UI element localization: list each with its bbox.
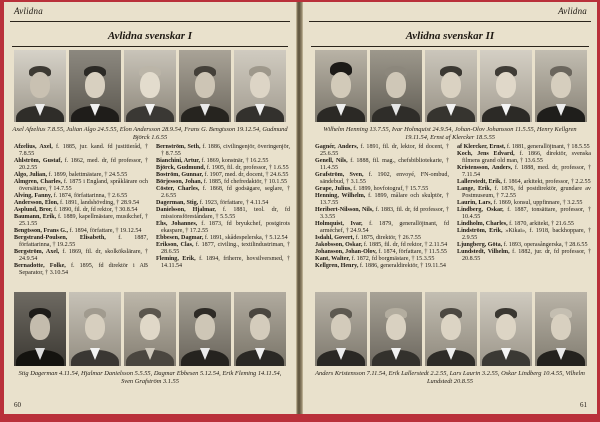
entry-details: f. 1894, författare, † 19.12.54 (68, 228, 142, 234)
obituary-entry (156, 172, 290, 179)
entry-details: f. 1872, fd borgmästare, † 15.3.55 (350, 256, 435, 262)
entry-name: Henning, Wilhelm, (315, 193, 366, 199)
entry-name: Fleming, Erik, (156, 256, 196, 262)
entry-name: Algo, Julian, (14, 172, 48, 178)
portrait-photo (370, 292, 422, 366)
entry-name: Almgren, Charles, (14, 179, 63, 185)
entry-details: f. 1890, fil. dr, fd rektor, † 30.8.54 (52, 207, 138, 213)
entry-details: f. 1869, konsul, uppfinnare, † 3.2.55 (492, 200, 583, 206)
entry-details: f. 1887, tonsättare, professor, † 10.4.55 (462, 207, 591, 220)
entry-name: Erikson, Clas, (156, 242, 194, 248)
entry-name: Kellgren, Henry, (315, 263, 359, 269)
obituary-entry (156, 179, 290, 186)
running-head: Avlidna (558, 6, 587, 16)
obituary-entry (315, 263, 449, 270)
obituary-entry (14, 263, 148, 277)
portrait-photo (124, 292, 176, 366)
portrait-photo (315, 292, 367, 366)
entry-details: f. 1866, direktör, svenska filmens grand old man, † 13.6.55 (462, 151, 591, 164)
entry-details: f. 1899, målare och skulptör, † 13.7.55 (320, 193, 449, 206)
obituary-entry (315, 193, 449, 207)
obituary-entry (457, 207, 591, 221)
portrait-photo (234, 50, 286, 122)
entry-details: f. 1862, med. dr, fd professor, † 20.2.55 (19, 158, 148, 171)
entry-details: f. 1875 i England, språklärare och översättare, † 14.7.55 (19, 179, 148, 192)
entry-details: f. 1888, med. dr, professor, † 7.11.54 (462, 165, 591, 178)
obituary-entry (315, 158, 449, 172)
section-title: Avlidna svenskar I (107, 30, 193, 42)
entry-name: Börjesson, Johan, (156, 179, 203, 185)
page-number: 60 (14, 401, 21, 409)
entry-details: f. 1868, fd godsägare, seglare, † 2.6.55 (161, 186, 290, 199)
obituary-entry (315, 221, 449, 235)
portrait-photo (14, 292, 66, 366)
entry-details: f. 1874, författarinna, † 2.6.55 (52, 193, 128, 199)
portrait-photo (425, 292, 477, 366)
entry-name: Ljungberg, Göta, (457, 242, 503, 248)
entry-details: f. 1899, hovfotograf, † 15.7.55 (351, 186, 429, 192)
entry-name: Gagnér, Anders, (315, 144, 359, 150)
entry-name: Cöster, Charles, (156, 186, 200, 192)
entry-name: Lundstedt, Vilhelm, (457, 249, 510, 255)
obituary-entry (156, 235, 290, 242)
entry-details: f. 1923, författare, † 4.11.54 (198, 200, 269, 206)
entry-details: f. 1886, generaldirektör, † 19.11.54 (358, 263, 446, 269)
obituary-entry (14, 172, 148, 179)
entry-name: Bengtsson, Frans G., (14, 228, 69, 234)
entry-column-right (457, 144, 591, 270)
obituary-entry (315, 144, 449, 158)
portrait-photo (124, 50, 176, 122)
entry-details: f. 1902, envoyé, FN-ombud, sändebud, † 3.1.55 (320, 172, 449, 185)
portrait-caption-top: Wilhelm Henning 13.7.55, Ivar Holmquist 24.9.54, Johan-Olov Johansson 11.5.55, Henry Kellgren 19.11.54, Ernst af Klercker 18.5.55 (323, 126, 577, 141)
obituary-entry (14, 158, 148, 172)
entry-name: Afzelius, Axel, (14, 144, 53, 150)
portrait-photo (179, 50, 231, 122)
portrait-caption-bottom: Anders Kristensson 7.11.54, Erik Lallerstedt 2.2.55, Lars Laurin 3.2.55, Oskar Lindberg 10.4.55, Vilhelm Lundstedt 20.8.55 (315, 370, 585, 385)
portrait-photo (69, 292, 121, 366)
entry-details: f. 1905, fil. dr, professor, † 1.6.55 (205, 165, 289, 171)
portrait-photo (14, 50, 66, 122)
entry-details: f. 1869, konstnär, † 16.2.55 (199, 158, 269, 164)
entry-name: Ebbesen, Dagmar, (156, 235, 204, 241)
obituary-entry (315, 235, 449, 242)
entry-name: Lange, Erik, (457, 186, 492, 192)
entry-details: f. 1888, fil. mag., chefsbibliotekarie, † 11.4.55 (320, 158, 449, 171)
entry-name: Boström, Gunnar, (156, 172, 204, 178)
entry-details: f. 1876, fd postdirektör, grundare av Postmuseum, † 7.2.55 (462, 186, 591, 199)
obituary-entry (156, 221, 290, 235)
obituary-entry (457, 249, 591, 263)
entry-details: »Kikai», f. 1918, backhoppare, † 2.9.55 (462, 228, 591, 241)
obituary-entry (457, 200, 591, 207)
portrait-caption-bottom: Stig Dagerman 4.11.54, Hjalmar Danielsson 5.5.55, Dagmar Ebbesen 5.12.54, Erik Fleming 14.11.54, Sven Grafström 3.1.55 (18, 370, 282, 385)
entry-details: f. 1882, jur. dr, fd professor, † 20.8.55 (462, 249, 592, 262)
entry-name: Kristensson, Anders, (457, 165, 513, 171)
entry-details: f. 1870, arkitekt, † 21.6.55 (507, 221, 574, 227)
header-rule (10, 21, 290, 22)
header-rule (309, 21, 591, 22)
entry-details: f. 1869, fil. dr, skolkökslärare, † 24.9.54 (19, 249, 148, 262)
entry-name: Ehs, Johannes, (156, 221, 198, 227)
entry-details: f. 1907, med. dr, docent, † 24.6.55 (203, 172, 289, 178)
portrait-photo (425, 50, 477, 122)
entry-details: f. 1891, skådespelerska, † 5.12.54 (203, 235, 288, 241)
obituary-entry (156, 200, 290, 207)
obituary-entry (14, 207, 148, 214)
obituary-entry (156, 158, 290, 165)
entry-name: Baumann, Erik, (14, 214, 57, 220)
obituary-entry (457, 242, 591, 249)
portrait-photo (179, 292, 231, 366)
entry-name: Bernadotte, Folke, (14, 263, 66, 269)
entry-name: Heribert-Nilsson, Nils, (315, 207, 374, 213)
entry-name: af Klercker, Ernst, (457, 144, 506, 150)
entry-name: Bergström, Axel, (14, 249, 60, 255)
entry-name: Grape, Julius, (315, 186, 352, 192)
right-page (302, 2, 597, 414)
entry-details: f. 1894, friherre, hovsilversmed, † 14.11.54 (161, 256, 290, 269)
entry-details: f. 1877, civiling., textilindustriman, † 28.6.55 (161, 242, 290, 255)
entry-details: f. 1874, författare, † 11.5.55 (376, 249, 447, 255)
entry-details: f. 1899, balettmästare, † 24.5.55 (47, 172, 128, 178)
portrait-row-top (14, 50, 286, 122)
book-spread (4, 2, 596, 418)
obituary-entry (315, 256, 449, 263)
entry-name: Björck, Gudmund, (156, 165, 206, 171)
entry-column-right (156, 144, 290, 277)
entry-name: Lindström, Erik, (457, 228, 503, 234)
portrait-photo (480, 50, 532, 122)
obituary-entry (315, 186, 449, 193)
portrait-row-bottom (14, 292, 286, 366)
entry-name: Holmquist, Ivar, (315, 221, 363, 227)
entry-details: f. 1889, kapellmästare, musikchef, † 25.1.55 (19, 214, 148, 227)
entry-details: f. 1879, generallöjtnant, fd arméchef, † 24.9.54 (320, 221, 449, 234)
obituary-entry (315, 207, 449, 221)
entry-columns (315, 144, 591, 270)
entry-name: Asplund, Bror, (14, 207, 53, 213)
obituary-entry (315, 172, 449, 186)
entry-details: f. 1885, jur. kand. fd justitieråd, † 7.8.55 (19, 144, 148, 157)
entry-name: Danielsson, Hjalmar, (156, 207, 216, 213)
entry-details: f. 1893, operasångerska, † 28.6.55 (502, 242, 588, 248)
left-page (4, 2, 297, 414)
entry-details: f. 1881, teol. dr, fd missionsföreståndare, † 5.5.55 (161, 207, 290, 220)
obituary-entry (457, 186, 591, 200)
obituary-entry (14, 235, 148, 249)
running-head: Avlidna (14, 6, 43, 16)
title-rule (12, 46, 288, 47)
entry-name: Lindholm, Charles, (457, 221, 508, 227)
entry-column-left (14, 144, 148, 277)
entry-name: Jakobsson, Oskar, (315, 242, 363, 248)
obituary-entry (457, 144, 591, 151)
entry-name: Genell, Nils, (315, 158, 348, 164)
entry-details: f. 1864, arkitekt, professor, † 2.2.55 (501, 179, 591, 185)
portrait-photo (535, 50, 587, 122)
obituary-entry (156, 144, 290, 158)
entry-details: f. 1885, fil. dr, fd rektor, † 2.11.54 (362, 242, 448, 248)
entry-name: Dagerman, Stig, (156, 200, 199, 206)
entry-name: Bergstrand-Poulsen, Elisabeth, (14, 235, 106, 241)
obituary-entry (457, 165, 591, 179)
entry-details: f. 1875, direktör, † 26.7.55 (354, 235, 421, 241)
obituary-entry (156, 186, 290, 200)
obituary-entry (156, 242, 290, 256)
entry-name: Kant, Walter, (315, 256, 351, 262)
obituary-entry (156, 165, 290, 172)
entry-details: f. 1873, fd bryukchef, postgirots ekaspare, † 17.2.55 (161, 221, 290, 234)
entry-details: f. 1885, fd chefredaktör, † 10.1.55 (202, 179, 288, 185)
entry-details: f. 1891, fil. dr, lektor, fd docent, † 25.6.55 (320, 144, 449, 157)
entry-name: Andersson, Elon, (14, 200, 59, 206)
title-rule (311, 46, 589, 47)
obituary-entry (14, 144, 148, 158)
entry-details: f. 1895, fd direktör i AB Separator, † 3.10.54 (19, 263, 148, 276)
entry-details: f. 1881, generallöjtnant, † 18.5.55 (505, 144, 590, 150)
obituary-entry (156, 256, 290, 270)
entry-details: f. 1883, fil. dr, fd professor, † 3.3.55 (320, 207, 449, 220)
portrait-caption-top: Axel Afzelius 7.8.55, Julian Algo 24.5.55, Elon Andersson 28.9.54, Frans G. Bengtsson 19.12.54, Gudmund Björck 1.6.55 (12, 126, 288, 141)
entry-details: f. 1887, författarinna, † 19.2.55 (19, 235, 149, 248)
entry-column-left (315, 144, 449, 270)
obituary-entry (14, 200, 148, 207)
portrait-row-top (315, 50, 587, 122)
obituary-entry (14, 214, 148, 228)
entry-columns (14, 144, 290, 277)
obituary-entry (457, 151, 591, 165)
entry-name: Laurin, Lars, (457, 200, 493, 206)
entry-name: Lallerstedt, Erik, (457, 179, 502, 185)
section-title: Avlidna svenskar II (405, 30, 495, 42)
portrait-row-bottom (315, 292, 587, 366)
portrait-photo (480, 292, 532, 366)
page-number: 61 (580, 401, 587, 409)
portrait-photo (69, 50, 121, 122)
entry-details: f. 1886, civilingenjör, överingenjör, † 8.7.55 (161, 144, 290, 157)
entry-name: Lindberg, Oskar, (457, 207, 504, 213)
entry-name: Isdahl, Govert, (315, 235, 355, 241)
portrait-photo (234, 292, 286, 366)
obituary-entry (315, 249, 449, 256)
obituary-entry (14, 179, 148, 193)
entry-name: Ahlström, Gustaf, (14, 158, 62, 164)
portrait-photo (535, 292, 587, 366)
entry-name: Grafström, Sven, (315, 172, 364, 178)
entry-name: Alving, Fanny, (14, 193, 53, 199)
obituary-entry (457, 228, 591, 242)
obituary-entry (315, 242, 449, 249)
obituary-entry (457, 179, 591, 186)
entry-name: Johansson, Johan-Olov, (315, 249, 377, 255)
obituary-entry (14, 193, 148, 200)
obituary-entry (14, 249, 148, 263)
entry-name: Koch, Jens Edvard, (457, 151, 515, 157)
portrait-photo (370, 50, 422, 122)
obituary-entry (14, 228, 148, 235)
obituary-entry (457, 221, 591, 228)
entry-name: Bernström, Seth, (156, 144, 201, 150)
entry-details: f. 1891, landshövding, † 28.9.54 (58, 200, 140, 206)
obituary-entry (156, 207, 290, 221)
entry-name: Bianchini, Artur, (156, 158, 200, 164)
portrait-photo (315, 50, 367, 122)
